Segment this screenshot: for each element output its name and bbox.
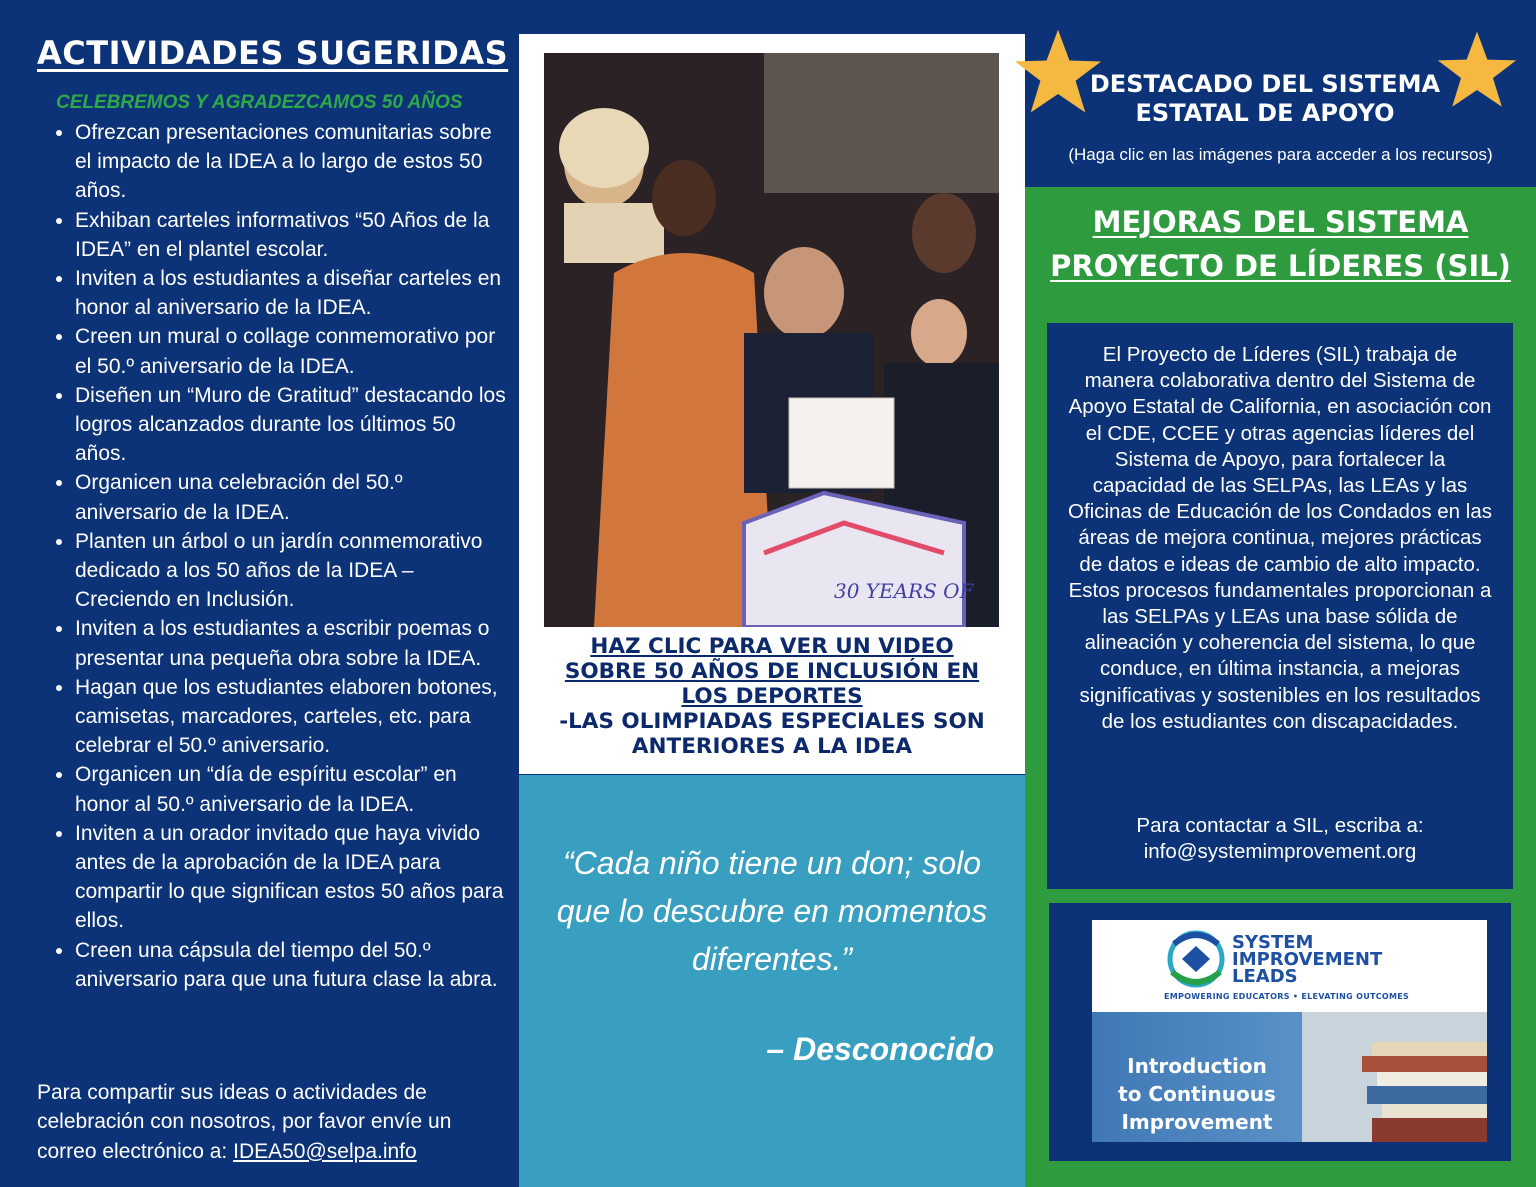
video-line[interactable]: -LAS OLIMPIADAS ESPECIALES SON xyxy=(559,709,985,734)
video-line[interactable]: ANTERIORES A LA IDEA xyxy=(631,734,913,759)
list-item: • Diseñen un “Muro de Gratitud” destacando los logros alcanzados durante los últimos 50 años. xyxy=(75,381,507,469)
books-icon xyxy=(1302,1012,1487,1142)
activities-list xyxy=(37,118,507,994)
mejoras-line: MEJORAS DEL SISTEMA xyxy=(1092,205,1469,239)
list-item: • Exhiban carteles informativos “50 Años de la IDEA” en el plantel escolar. xyxy=(75,206,507,264)
contact-email[interactable]: info@systemimprovement.org xyxy=(1143,840,1417,864)
resource-image-link[interactable] xyxy=(1092,920,1487,1142)
contact-label: Para contactar a SIL, escriba a: xyxy=(1136,814,1424,837)
list-item: • Ofrezcan presentaciones comunitarias sobre el impacto de la IDEA a lo largo de estos 50 años. xyxy=(75,118,507,206)
share-email-link[interactable]: IDEA50@selpa.info xyxy=(233,1139,417,1163)
intro-line: Introduction xyxy=(1127,1054,1267,1078)
list-item: • Inviten a los estudiantes a diseñar carteles en honor al aniversario de la IDEA. xyxy=(75,264,507,322)
logo-name-line: LEADS xyxy=(1232,966,1298,987)
intro-banner xyxy=(1092,1012,1487,1142)
list-item: • Inviten a los estudiantes a escribir poemas o presentar una pequeña obra sobre la IDEA. xyxy=(75,614,507,672)
cake-text: 30 YEARS OF xyxy=(834,579,974,603)
resource-box xyxy=(1049,903,1511,1161)
sil-description-box xyxy=(1047,323,1513,889)
quote-author: – Desconocido xyxy=(766,1031,994,1067)
middle-column xyxy=(519,0,1025,1187)
activities-subtitle: CELEBREMOS Y AGRADEZCAMOS 50 AÑOS xyxy=(56,92,463,113)
share-text: Para compartir sus ideas o actividades de celebración con nosotros, por favor envíe un correo electrónico a: xyxy=(37,1081,452,1163)
intro-title xyxy=(1092,1052,1302,1136)
sil-contact xyxy=(1067,813,1493,865)
logo-header xyxy=(1092,920,1487,1012)
list-item: • Creen una cápsula del tiempo del 50.º aniversario para que una futura clase la abra. xyxy=(75,936,507,994)
video-card[interactable] xyxy=(519,34,1025,774)
logo-name-line: SYSTEM xyxy=(1232,932,1314,953)
logo-tagline: EMPOWERING EDUCATORS • ELEVATING OUTCOMES xyxy=(1164,992,1410,1001)
photo-illustration xyxy=(544,53,999,627)
header-note: (Haga clic en las imágenes para acceder a los recursos) xyxy=(1068,145,1493,164)
activities-title: ACTIVIDADES SUGERIDAS xyxy=(37,34,509,72)
logo-name-line: IMPROVEMENT xyxy=(1232,949,1383,970)
logo-name xyxy=(1232,934,1382,985)
mejoras-line: PROYECTO DE LÍDERES (SIL) xyxy=(1050,249,1511,283)
left-column xyxy=(0,0,519,1187)
sil-body: El Proyecto de Líderes (SIL) trabaja de manera colaborativa dentro del Sistema de Apoyo Estatal de California, en asociación con el CDE, CCEE y otras agencias líderes del Sistema de Apoyo, para fortalecer la capacidad de las SELPAs, las LEAs y las Oficinas de Educación de los Condados en las áreas de mejora continua, mejores prácticas de datos e ideas de cambio de alto impacto. Estos procesos fundamentales proporcionan a las SELPAs y LEAs una base sólida de alineación y coherencia del sistema, lo que conduce, en última instancia, a mejoras significativas y sostenibles en los resultados de los estudiantes con discapacidades. xyxy=(1068,343,1492,733)
right-column xyxy=(1025,0,1536,1187)
intro-line: to Continuous xyxy=(1118,1082,1276,1106)
quote-text: “Cada niño tiene un don; solo que lo descubre en momentos diferentes.” xyxy=(556,845,988,977)
video-line[interactable]: HAZ CLIC PARA VER UN VIDEO xyxy=(590,634,954,659)
video-line[interactable]: LOS DEPORTES xyxy=(681,684,863,709)
quote-box xyxy=(519,775,1025,1187)
right-header xyxy=(1025,0,1536,187)
video-line[interactable]: SOBRE 50 AÑOS DE INCLUSIÓN EN xyxy=(564,659,980,684)
video-link[interactable] xyxy=(539,634,1005,759)
mejoras-title xyxy=(1025,200,1536,288)
sil-logo-icon xyxy=(1162,926,1230,992)
list-item: • Creen un mural o collage conmemorativo por el 50.º aniversario de la IDEA. xyxy=(75,322,507,380)
celebration-photo[interactable] xyxy=(544,53,999,627)
intro-line: Improvement xyxy=(1121,1110,1273,1134)
list-item: • Hagan que los estudiantes elaboren botones, camisetas, marcadores, carteles, etc. para celebrar el 50.º aniversario. xyxy=(75,673,507,761)
list-item: • Planten un árbol o un jardín conmemorativo dedicado a los 50 años de la IDEA – Creciendo en Inclusión. xyxy=(75,527,507,615)
share-paragraph xyxy=(37,1078,507,1166)
list-item: • Organicen una celebración del 50.º aniversario de la IDEA. xyxy=(75,468,507,526)
header-title: DESTACADO DEL SISTEMA ESTATAL DE APOYO xyxy=(1089,70,1441,127)
list-item: • Inviten a un orador invitado que haya vivido antes de la aprobación de la IDEA para compartir lo que significan estos 50 años para ellos. xyxy=(75,819,507,936)
list-item: • Organicen un “día de espíritu escolar” en honor al 50.º aniversario de la IDEA. xyxy=(75,760,507,818)
star-icon xyxy=(1437,30,1517,110)
